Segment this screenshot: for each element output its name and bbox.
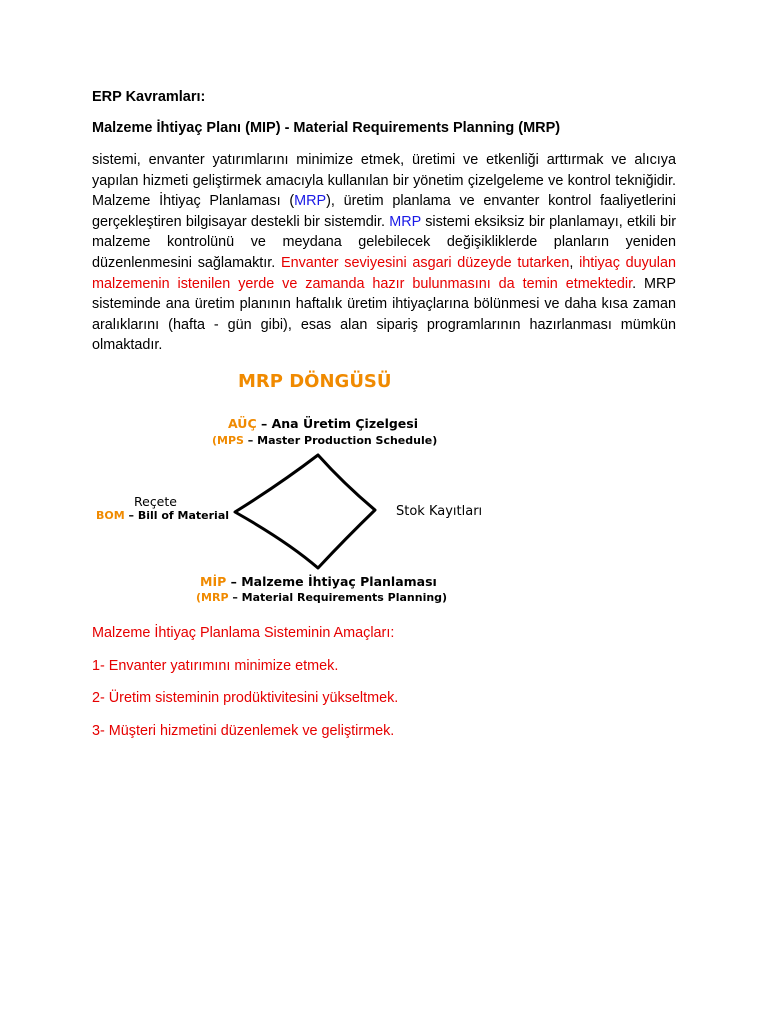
red-highlight-2: ihtiyaç duyulan malzemenin istenilen yerde ve zamanda hazır bulunmasını da temin etmektedir xyxy=(92,254,676,292)
para-text-3: sistemi eksiksiz bir planlamayı, etkili bir malzeme kontrolünü ve meydana gelebilecek değişikliklerde planların yeniden düzenlenmesini sağlamaktır. xyxy=(92,213,676,271)
mrp-highlight-2: MRP xyxy=(389,213,421,230)
label-stock-records: Stok Kayıtları xyxy=(396,504,483,519)
diagram-title: MRP DÖNGÜSÜ xyxy=(238,371,392,392)
abbr-mrp: MRP xyxy=(201,591,229,604)
label-mps-text: – Master Production Schedule) xyxy=(243,434,438,447)
label-mip xyxy=(200,574,437,589)
goal-item-1: 1- Envanter yatırımını minimize etmek. xyxy=(92,658,339,674)
para-text-4: . MRP sisteminde ana üretim planının haftalık üretim ihtiyaçlarına bölünmesi ve daha kısa zaman aralıklarını (hafta - gün gibi), esas alan sipariş programlarının hazırlanması mümkün olmaktadır. xyxy=(92,275,676,354)
para-text-1: sistemi, envanter yatırımlarını minimize etmek, üretimi ve etkenliği arttırmak ve alıcıya yapılan hizmeti geliştirmek amacıyla kullanılan bir yönetim çizelgeleme ve kontrol tekniğidir. Malzeme İhtiyaç Planlaması ( xyxy=(92,152,676,210)
goals-heading: Malzeme İhtiyaç Planlama Sisteminin Amaçları: xyxy=(92,625,395,641)
para-comma: , xyxy=(569,254,580,271)
para-text-2: ), üretim planlama ve envanter kontrol faaliyetlerini gerçekleştiren bilgisayar destekli bir sistemdir. xyxy=(92,193,676,230)
label-mip-text: – Malzeme İhtiyaç Planlaması xyxy=(226,574,437,589)
mrp-description-paragraph xyxy=(92,150,676,356)
label-mrp-planning xyxy=(196,591,447,604)
heading-mrp: Malzeme İhtiyaç Planı (MIP) - Material Requirements Planning (MRP) xyxy=(92,120,561,136)
label-bom-text: – Bill of Material xyxy=(124,509,230,522)
abbr-mps: MPS xyxy=(217,434,244,447)
label-mrp-text: – Material Requirements Planning) xyxy=(228,591,448,604)
heading-erp-concepts: ERP Kavramları: xyxy=(92,89,206,105)
mps-open: ( xyxy=(212,434,218,447)
goal-item-3: 3- Müşteri hizmetini düzenlemek ve geliştirmek. xyxy=(92,723,395,739)
mrp-open: ( xyxy=(196,591,202,604)
mrp-cycle-diagram xyxy=(92,362,484,612)
goal-item-2: 2- Üretim sisteminin prodüktivitesini yükseltmek. xyxy=(92,690,399,706)
abbr-auc: AÜÇ xyxy=(228,416,257,431)
label-recete: Reçete xyxy=(134,494,177,509)
label-auc: – Ana Üretim Çizelgesi xyxy=(256,416,419,431)
mrp-highlight-1: MRP xyxy=(294,193,327,210)
abbr-bom: BOM xyxy=(96,509,125,522)
red-highlight-1: Envanter seviyesini asgari düzeyde tutarken xyxy=(280,254,570,271)
abbr-mip: MİP xyxy=(200,574,227,589)
